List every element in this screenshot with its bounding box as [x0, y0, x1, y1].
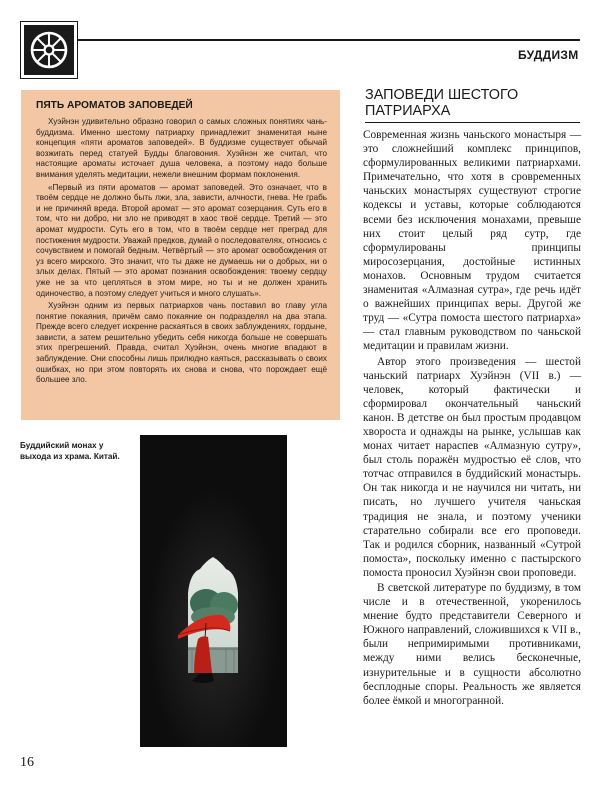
sidebar-box: [21, 90, 340, 420]
article-body: [363, 128, 581, 708]
sidebar-paragraph: Хуэйнэн удивительно образно говорил о самых сложных понятиях чань-буддизма. Именно шестому патриарху принадлежит знаменитая ныне концепция «пяти ароматов заповедей». В буддизме существует обычай возжигать перед статуей Будды благовония. Хуэйнэн же считал, что настоящие ароматы источает душа человека, а поэтому надо больше внимания уделять медитации, нежели внешним формам поклонения.: [36, 117, 327, 179]
article-paragraph: Современная жизнь чаньского монастыря — это сложнейший комплекс принципов, сформулированных великими патриархами. Примечательно, что хотя в сровременных чаньских монастырях существуют строгие кодексы и уставы, которые соблюдаются всеми без исключения монахами, превыше них стоит целый ряд сутр, где сформулированы принципы миросозерцания, достойные истинных монахов. Основным трудом считается знаменитая «Алмазная сутра», где речь идёт о важнейших принципах веры. Другой же труд — «Сутра помоста шестого патриарха» — стал главным руководством по чаньской медитации и правилам жизни.: [363, 129, 581, 353]
sidebar-paragraph: «Первый из пяти ароматов — аромат заповедей. Это означает, что в твоём сердце не должно быть лжи, зла, зависти, алчности, гнева. Не грабь и не причиняй вреда. Второй аромат — это аромат созерцания. Суть его в том, что ни добро, ни зло не приводят в хаос твоё сердце. Третий — это аромат мудрости. Суть его в том, что в твоём сердце нет преград для постижения мудрости. Уважай предков, думай о последователях, относись с сочувствием и помогай бедным. Четвёртый — это аромат освобождения от уз всего мирского. Это значит, что ты даже не думаешь ни о добрых, ни о злых делах. Пятый — это аромат познания освобождения: твоему сердцу уже не за что цепляться в этом мире, но ты и не должен хранить одиночество, а поэтому следует учиться и много слушать».: [36, 182, 327, 298]
sidebar-paragraph: Хуэйнэн одним из первых патриархов чань поставил во главу угла понятие покаяния, причём само покаяние он подразделял на два этапа. Прежде всего следует искренне раскаяться в своих заблуждениях, гордыне, зависти, а затем решительно убедить себя никогда больше не совершать этих прегрешений. Правда, считал Хуэйнэн, очень многие впадают в заблуждение. Они способны лишь прилюдно каяться, рассказывать о своих ошибках, но при этом повторять их снова и снова, что порождает ещё большее зло.: [36, 301, 327, 385]
title-rule: [365, 122, 580, 123]
dharma-wheel-icon: [21, 22, 77, 78]
photo-caption: Буддийский монах у выхода из храма. Китай.: [20, 441, 120, 461]
page-number: 16: [20, 755, 34, 770]
sidebar-title: ПЯТЬ АРОМАТОВ ЗАПОВЕДЕЙ: [36, 100, 193, 111]
section-label: БУДДИЗМ: [518, 48, 579, 62]
article-paragraph: Автор этого произведения — шестой чаньский патриарх Хуэйнэн (VII в.) — человек, который фактически и сформировал окончательный чаньский канон. В детстве он был простым продавцом хворостa и однажды на рынке, услышав как монах читает нараспев «Алмазную сутру», был столь поражён мудростью её слов, что тотчас отправился в буддийский монастырь. Он так никогда и не научился ни читать, ни писать, но лучшего учителя чаньская традиция не знала, и поэтому ученики старательно собирали все его проповеди. Так и родился сборник, названный «Сутрой помоста», поскольку именно с пастырского помоста проносил Хуэйнэн свои проповеди.: [363, 355, 581, 579]
monk-photo: [140, 435, 287, 747]
article-title: ЗАПОВЕДИ ШЕСТОГО ПАТРИАРХА: [365, 87, 519, 119]
header-rule: [20, 39, 580, 41]
article-paragraph: В светской литературе по буддизму, в том числе и в отечественной, укоренилось мнение будто представители Северного и Южного направлений, сложившихся к VII в., были непримиримыми противниками, между ними велись бесконечные, изнурительные и в сущности абсолютно бесплодные споры. Реальность же является более ёмкой и многогранной.: [363, 582, 581, 707]
